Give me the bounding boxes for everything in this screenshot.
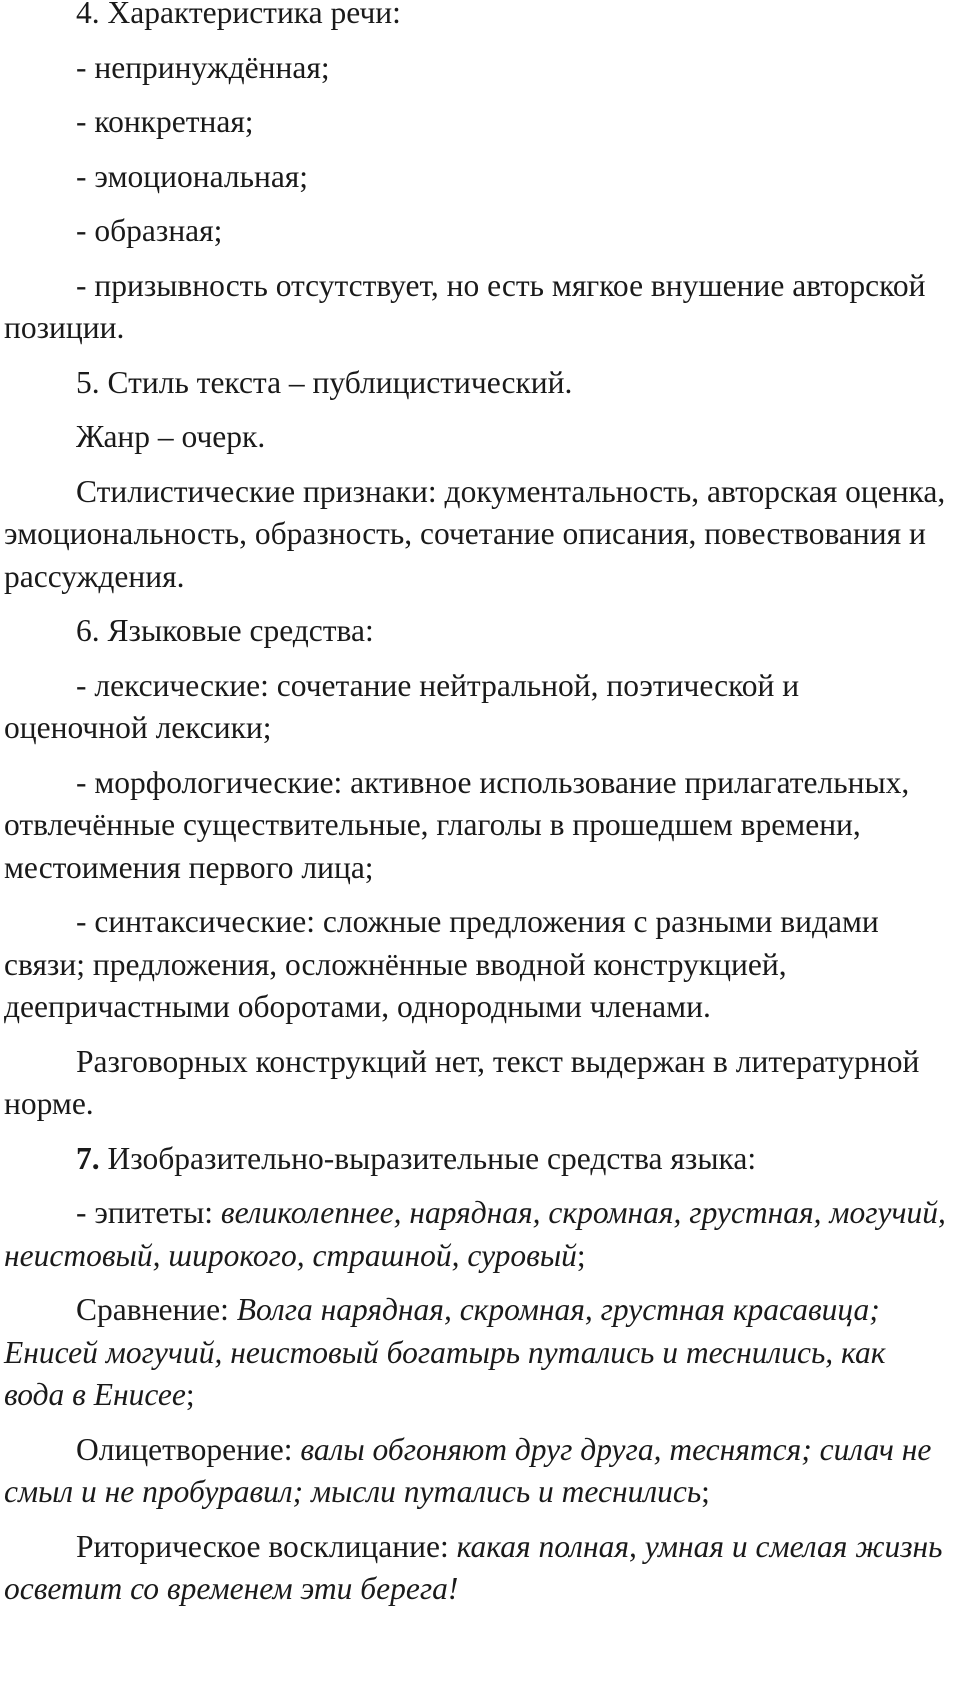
exclamation-example: какая полная, умная и смелая жизнь осветит со временем эти берега!: [4, 1528, 943, 1606]
morphological-means: - морфологические: активное использование прилагательных, отвлечённые существительные, глаголы в прошедшем времени, местоимения первого лица;: [4, 764, 910, 885]
personification-end: ;: [701, 1474, 710, 1509]
literary-norm-note: Разговорных конструкций нет, текст выдержан в литературной норме.: [4, 1043, 920, 1121]
stylistic-features: Стилистические признаки: документальность, авторская оценка, эмоциональность, образность, сочетание описания, повествования и рассуждения.: [4, 473, 946, 594]
section-7-heading: [4, 1138, 950, 1181]
speech-trait-1: - непринуждённая;: [76, 49, 330, 85]
section-4-heading: 4. Характеристика речи:: [76, 0, 401, 30]
comparison-examples: Волга нарядная, скромная, грустная красавица; Енисей могучий, неистовый богатырь путались и теснились, как вода в Енисее: [4, 1292, 886, 1412]
section-7-title: Изобразительно-выразительные средства языка:: [99, 1140, 757, 1176]
speech-trait-2: - конкретная;: [76, 104, 254, 139]
personification-label: Олицетворение:: [76, 1431, 301, 1467]
section-7-number: 7.: [76, 1140, 100, 1176]
syntactic-means: - синтаксические: сложные предложения с разными видами связи; предложения, осложнённые вводной конструкцией, деепричастными оборотами, однородными членами.: [4, 904, 879, 1024]
lexical-means: - лексические: сочетание нейтральной, поэтической и оценочной лексики;: [4, 667, 800, 745]
personification: [4, 1429, 950, 1514]
epithets-label: - эпитеты:: [76, 1195, 221, 1230]
rhetorical-exclamation: [4, 1526, 950, 1611]
comparison: [4, 1289, 950, 1417]
epithets: [4, 1192, 950, 1277]
comparison-end: ;: [185, 1377, 195, 1412]
speech-trait-5: - призывность отсутствует, но есть мягкое внушение авторской позиции.: [4, 267, 926, 345]
exclamation-label: Риторическое восклицание:: [76, 1528, 457, 1564]
epithets-end: ;: [576, 1237, 586, 1273]
text-style: 5. Стиль текста – публицистический.: [76, 364, 573, 400]
epithets-examples: великолепнее, нарядная, скромная, грустная, могучий, неистовый, широкого, страшной, суровый: [4, 1195, 946, 1273]
speech-trait-4: - образная;: [76, 213, 223, 248]
personification-examples: валы обгоняют друг друга, теснятся; силач не смыл и не пробуравил; мысли путались и теснились: [4, 1431, 932, 1509]
speech-trait-3: - эмоциональная;: [76, 158, 309, 194]
section-6-heading: 6. Языковые средства:: [76, 613, 374, 648]
text-genre: Жанр – очерк.: [76, 419, 266, 454]
comparison-label: Сравнение:: [76, 1292, 237, 1327]
